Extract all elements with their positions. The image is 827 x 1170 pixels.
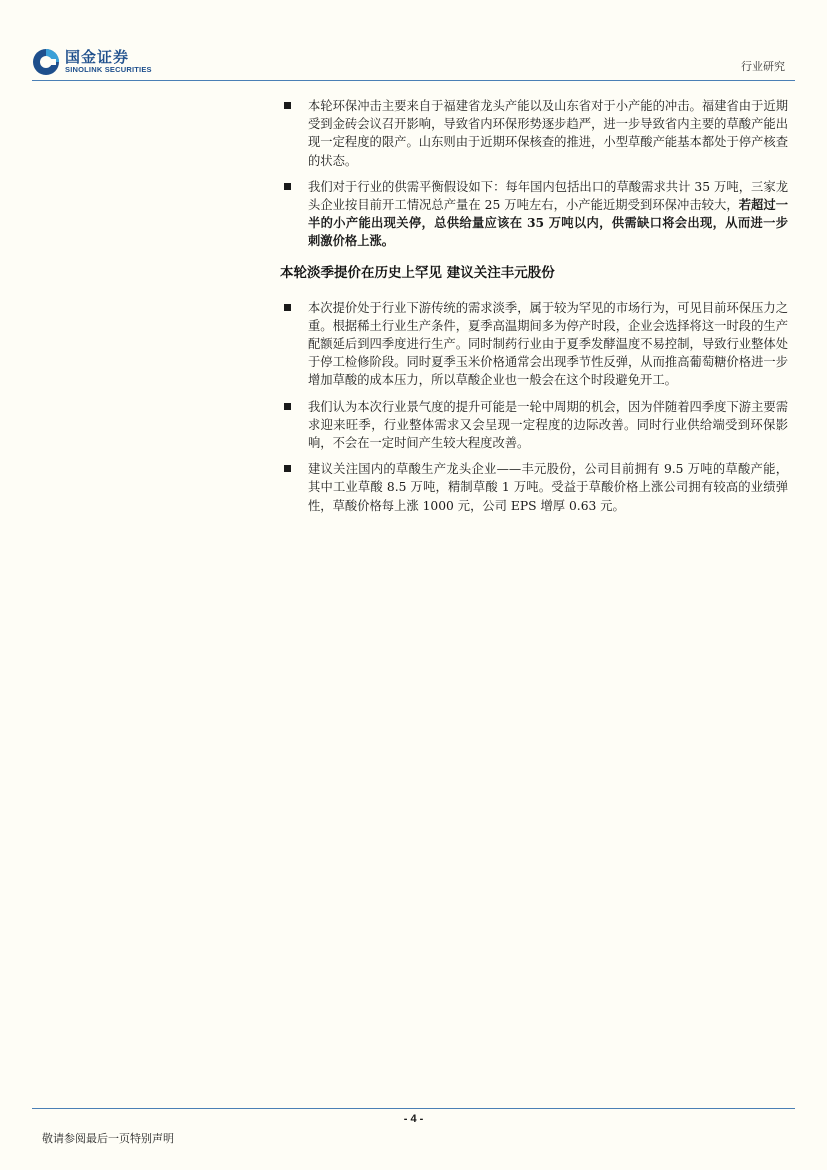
bullet-square-icon [284, 403, 291, 410]
footer-disclaimer: 敬请参阅最后一页特别声明 [42, 1132, 174, 1145]
logo-cn-text: 国金证券 [65, 48, 130, 66]
bullet-item [282, 97, 788, 170]
bullet-item [282, 460, 788, 515]
report-category: 行业研究 [741, 60, 785, 73]
bullet-square-icon [284, 465, 291, 472]
header-divider [32, 80, 795, 81]
page-header [0, 0, 827, 80]
company-logo [32, 46, 162, 78]
bullet-square-icon [284, 183, 291, 190]
bullet-text: 我们对于行业的供需平衡假设如下：每年国内包括出口的草酸需求共计 35 万吨，三家龙头企业按目前开工情况总产量在 25 万吨左右，小产能近期受到环保冲击较大， [308, 179, 788, 213]
bullet-item [282, 178, 788, 251]
main-content [282, 97, 788, 523]
bullet-square-icon [284, 102, 291, 109]
bullet-text: 本次提价处于行业下游传统的需求淡季，属于较为罕见的市场行为，可见目前环保压力之重。根据稀土行业生产条件，夏季高温期间多为停产时段，企业会选择将这一时段的生产配额延后到四季度进行生产。同时制药行业由于夏季发酵温度不易控制，导致行业整体处于停工检修阶段。同时夏季玉米价格通常会出现季节性反弹，从而推高葡萄糖价格进一步增加草酸的成本压力，所以草酸企业也一般会在这个时段避免开工。 [308, 300, 788, 388]
bullet-item [282, 299, 788, 390]
bullet-text: 建议关注国内的草酸生产龙头企业——丰元股份，公司目前拥有 9.5 万吨的草酸产能，其中工业草酸 8.5 万吨，精制草酸 1 万吨。受益于草酸价格上涨公司拥有较高的业绩弹性，草酸价格每上涨 1000 元，公司 EPS 增厚 0.63 元。 [308, 462, 788, 513]
bullet-square-icon [284, 304, 291, 311]
section-title: 本轮淡季提价在历史上罕见 建议关注丰元股份 [280, 264, 555, 281]
footer-divider [32, 1108, 795, 1109]
bullet-item [282, 398, 788, 453]
bullet-bold-text: 若超过一半的小产能出现关停，总供给量应该在 35 万吨以内，供需缺口将会出现，从而进一步刺激价格上涨。 [308, 197, 788, 249]
page-number: - 4 - [403, 1113, 424, 1125]
bullet-text: 本轮环保冲击主要来自于福建省龙头产能以及山东省对于小产能的冲击。福建省由于近期受到金砖会议召开影响，导致省内环保形势逐步趋严，进一步导致省内主要的草酸产能出现一定程度的限产。山东则由于近期环保核查的推进，小型草酸产能基本都处于停产核查的状态。 [308, 99, 788, 168]
logo-en-text: SINOLINK SECURITIES [65, 65, 152, 74]
bullet-text: 我们认为本次行业景气度的提升可能是一轮中周期的机会，因为伴随着四季度下游主要需求迎来旺季，行业整体需求又会呈现一定程度的边际改善。同时行业供给端受到环保影响，不会在一定时间产生较大程度改善。 [308, 399, 788, 451]
logo-mark-icon [32, 48, 60, 76]
